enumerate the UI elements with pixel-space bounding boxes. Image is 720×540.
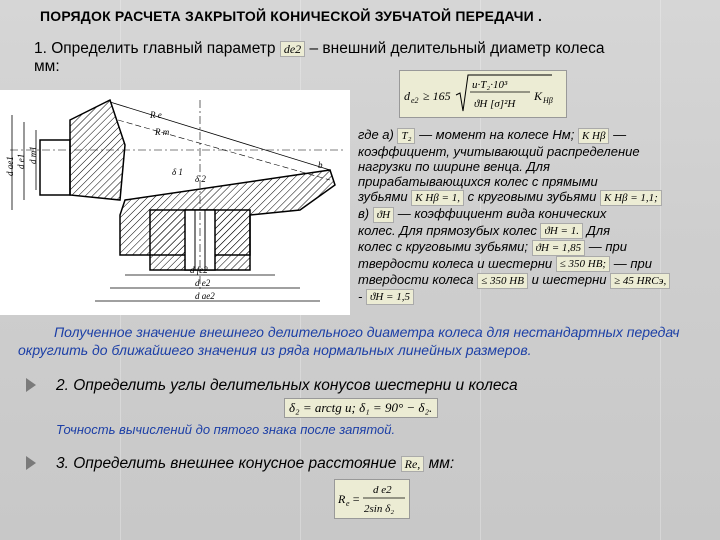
de2-symbol: de2: [280, 41, 305, 57]
label-de2: d e2: [195, 278, 211, 288]
svg-text:e: e: [346, 499, 350, 508]
gear-cross-section-svg: [0, 90, 350, 315]
expl-line-10: твердости колеса ≤ 350 HB и шестерни ≥ 45 HRCэ,: [358, 272, 710, 289]
label-dae2: d ae2: [195, 291, 215, 301]
svg-text:u·T₂·10³: u·T₂·10³: [472, 79, 508, 91]
step1-paragraph: [34, 40, 704, 76]
label-dae1: d ae1: [5, 156, 15, 176]
label-rm: R m: [155, 127, 170, 137]
formula-de2: [399, 70, 567, 118]
bullet-arrow-icon: [26, 378, 36, 392]
formula-re-graphic: [335, 480, 409, 518]
step1-text-after: – внешний делительный диаметр колеса: [309, 40, 605, 57]
svg-text:Hβ: Hβ: [543, 96, 553, 105]
precision-note: Точность вычислений до пятого знака после запятой.: [56, 422, 396, 437]
label-de1: d e1: [16, 153, 26, 169]
khb-symbol: K Hβ: [578, 128, 610, 144]
expl-line-7: колес. Для прямозубых колес ϑH = 1. Для: [358, 222, 611, 238]
svg-text:2sin δ₂: 2sin δ₂: [364, 503, 395, 515]
expl-line-1: где а) T₂ — момент на колесе Нм; K Hβ —: [358, 127, 627, 142]
svg-text:R: R: [338, 492, 346, 506]
svg-text:ϑH [σ]²H: ϑH [σ]²H: [474, 98, 516, 110]
svg-text:e2: e2: [411, 96, 419, 105]
coefficient-explanation: [358, 127, 710, 305]
formula-re: [334, 479, 410, 519]
step2-text: 2. Определить углы делительных конусов шестерни и колеса: [56, 377, 518, 394]
rounding-note: Полученное значение внешнего делительного диаметра колеса для нестандартных передач округлить до ближайшего значения из ряда нормальных линейных размеров.: [18, 324, 680, 358]
expl-line-11: - ϑH = 1,5: [358, 289, 710, 306]
expl-line-3: нагрузки по ширине венца. Для: [358, 158, 550, 174]
expl-line-8: колес с круговыми зубьями; ϑH = 1,85 — при: [358, 239, 628, 255]
svg-text:=: =: [352, 492, 361, 506]
step3-unit: мм:: [428, 455, 455, 472]
svg-text:d e2: d e2: [373, 484, 392, 496]
step1-text-before: 1. Определить главный параметр: [34, 40, 276, 57]
expl-line-5: зубьями K Hβ = 1, с круговыми зубьями K Hβ = 1,1;: [358, 189, 710, 206]
pinion-shaft: [40, 140, 70, 195]
bullet-arrow-icon: [26, 456, 36, 470]
step3-text: 3. Определить внешнее конусное расстояние: [56, 455, 397, 472]
label-dfe2: d fe2: [190, 265, 208, 275]
label-dm1: d m1: [28, 146, 38, 164]
label-delta2: δ 2: [195, 174, 206, 184]
expl-line-2: коэффициент, учитывающий распределение: [358, 143, 640, 159]
expl-line-6: в) ϑH — коэффициент вида конических: [358, 206, 607, 222]
label-b: b: [318, 160, 323, 170]
svg-text:≥ 165: ≥ 165: [423, 89, 451, 103]
formula-angles-text: δ₂ = arctg u; δ₁ = 90° − δ₂.: [289, 400, 433, 415]
formula-de2-graphic: [400, 71, 566, 117]
svg-text:d: d: [404, 89, 410, 103]
expl-line-9: твердости колеса и шестерни ≤ 350 HB; — при: [358, 255, 652, 271]
svg-text:K: K: [534, 89, 543, 103]
label-delta1: δ 1: [172, 167, 183, 177]
formula-angles: [284, 398, 438, 418]
step1-text-line2: мм:: [34, 58, 60, 75]
re-symbol: Re,: [401, 456, 425, 472]
expl-line-4: прирабатывающихся колес с прямыми: [358, 174, 598, 190]
label-re: R e: [150, 110, 162, 120]
step3-paragraph: [56, 455, 454, 473]
slide-title: ПОРЯДОК РАСЧЕТА ЗАКРЫТОЙ КОНИЧЕСКОЙ ЗУБЧАТОЙ ПЕРЕДАЧИ .: [40, 8, 543, 24]
bevel-gear-drawing: [0, 90, 350, 315]
t2-symbol: T₂: [397, 128, 415, 144]
